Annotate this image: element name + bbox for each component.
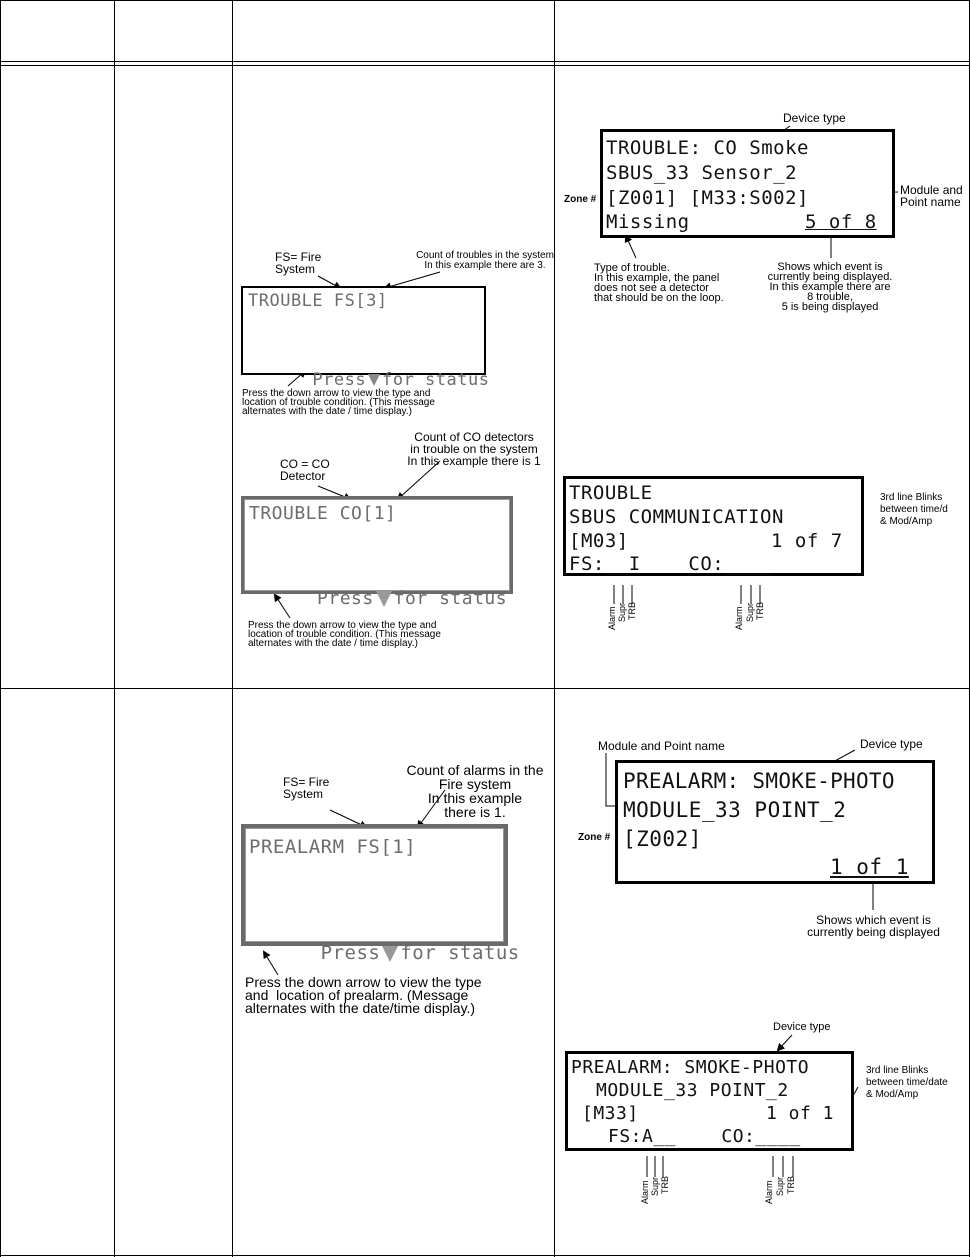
lcd-line-3-right: 1 of 7 (771, 530, 843, 552)
trouble-co-lcd (241, 496, 513, 609)
lcd-line-1: PREALARM FS[1] (249, 836, 417, 858)
lcd-line-4-right: 5 of 8 (805, 211, 877, 233)
co-trb-label: TRB (755, 602, 765, 620)
press-text: Press (320, 942, 381, 964)
fs-alarm-label: Alarm (640, 1180, 650, 1204)
down-arrow-icon (376, 591, 392, 607)
prealarm-status-lcd (565, 1051, 854, 1151)
down-arrow-icon (368, 374, 380, 386)
prealarm-detail-lcd (615, 760, 935, 884)
lcd-line-1: PREALARM: SMOKE-PHOTO (623, 769, 895, 793)
prealarm-module-label: Module and Point name (598, 739, 725, 753)
trouble-co-label: CO = CO Detector (280, 457, 330, 483)
co-supr-label: Supr (745, 602, 755, 622)
fs-supr-label: Supr (617, 602, 627, 622)
co-alarm-label: Alarm (764, 1180, 774, 1204)
lcd-line-3-left: [M33] (582, 1103, 639, 1124)
fs-supr-label: Supr (650, 1176, 660, 1196)
press-text: Press (317, 588, 374, 609)
prealarm-fs-label: FS= Fire System (283, 775, 330, 801)
trouble-fs-lcd (241, 286, 490, 390)
trouble-fs-caption: Press the down arrow to view the type and location of trouble condition. (This message alternates with the date / time display.) (242, 388, 435, 417)
trouble-event-note: Shows which event is currently being displayed. In this example there are 8 trouble, 5 is being displayed (767, 261, 893, 313)
lcd-line-2: SBUS_33 Sensor_2 (606, 162, 798, 184)
fs-trb-label: TRB (660, 1176, 670, 1194)
lcd-line-1: TROUBLE: CO Smoke (606, 137, 809, 159)
trouble-detail-lcd (600, 129, 895, 238)
prealarm-zone-label: Zone # (578, 832, 611, 843)
trouble-device-type-label: Device type (783, 111, 846, 125)
trouble-sbus-lcd (563, 476, 864, 576)
fs-alarm-label: Alarm (607, 606, 617, 630)
prealarm-blink-note: 3rd line Blinks between time/date & Mod/Amp (866, 1065, 948, 1100)
status-text: for status (400, 942, 520, 964)
co-supr-label: Supr (775, 1176, 785, 1196)
lcd-line-3-left: [M03] (569, 530, 629, 552)
lcd-line-3: [Z001] [M33:S002] (606, 187, 809, 209)
lcd-line-4: FS:__I CO:____ (569, 553, 772, 575)
prealarm-fs-caption: Press the down arrow to view the type and location of prealarm. (Message alternates with the date/time display.) (245, 974, 482, 1016)
trouble-type-note: Type of trouble. In this example, the panel does not see a detector that should be on the loop. (594, 262, 724, 304)
lcd-line-1: TROUBLE CO[1] (249, 503, 397, 524)
lcd-line-3-right: 1 of 1 (766, 1103, 835, 1124)
lcd-line-1: PREALARM: SMOKE-PHOTO (571, 1057, 810, 1078)
trouble-fs-label: FS= Fire System (275, 250, 322, 276)
fs-trb-label: TRB (627, 602, 637, 620)
trouble-zone-label: Zone # (564, 194, 597, 205)
lcd-line-4-left: Missing (606, 211, 690, 233)
press-text: Press (312, 370, 367, 390)
trouble-module-label: Module and Point name (900, 183, 963, 209)
co-alarm-label: Alarm (734, 606, 744, 630)
prealarm-status-device-type-label: Device type (773, 1021, 831, 1033)
lcd-line-1: TROUBLE (569, 482, 653, 504)
lcd-line-2: MODULE_33 POINT_2 (623, 798, 847, 822)
lcd-line-4: FS:A__ CO:____ (608, 1126, 801, 1147)
lcd-line-2: MODULE_33 POINT_2 (596, 1080, 789, 1101)
prealarm-device-type-label: Device type (860, 737, 923, 751)
trouble-blink-note: 3rd line Blinks between time/d & Mod/Amp (880, 492, 948, 527)
prealarm-count-label: Count of alarms in the Fire system In this example there is 1. (406, 762, 544, 820)
down-arrow-icon (382, 946, 398, 962)
lcd-line-3: [Z002] (623, 827, 702, 851)
trouble-co-count-label: Count of CO detectors in trouble on the system In this example there is 1 (407, 430, 541, 468)
status-text: for status (382, 370, 490, 390)
co-trb-label: TRB (786, 1176, 796, 1194)
status-text: for status (393, 588, 508, 609)
lcd-line-2: SBUS COMMUNICATION (569, 506, 784, 528)
lcd-line-4-right: 1 of 1 (830, 855, 909, 879)
prealarm-fs-lcd (241, 824, 520, 964)
prealarm-event-note: Shows which event is currently being displayed (807, 913, 940, 939)
trouble-count-label: Count of troubles in the system In this example there are 3. (416, 250, 554, 271)
lcd-line-1: TROUBLE FS[3] (248, 291, 388, 311)
trouble-co-caption: Press the down arrow to view the type and location of trouble condition. (This message alternates with the date / time display.) (248, 620, 441, 649)
